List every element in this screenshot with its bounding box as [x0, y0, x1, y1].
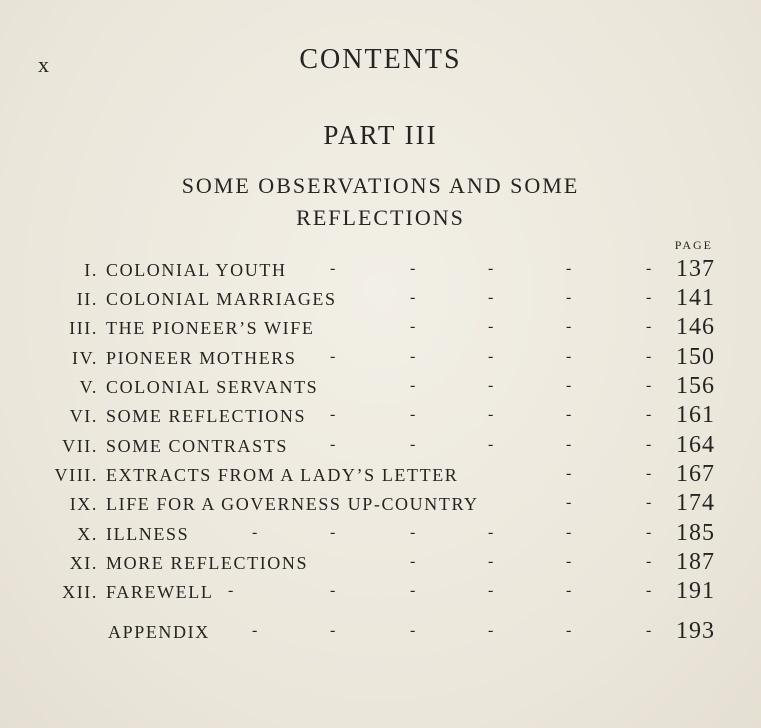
leader-dash: - — [410, 377, 417, 394]
entry-page-number: 185 — [676, 520, 715, 546]
leader-dash: - — [646, 582, 653, 599]
entry-title: FAREWELL — [106, 582, 214, 602]
page-column-label: PAGE — [674, 238, 713, 252]
part-title: PART III — [323, 120, 438, 150]
entry-title: EXTRACTS FROM A LADY’S LETTER — [106, 465, 459, 485]
entry-number: X. — [77, 524, 98, 544]
leader-dash: - — [410, 436, 417, 453]
leader-dash: - — [646, 494, 653, 511]
toc-entry — [0, 285, 761, 314]
leader-dash: - — [566, 494, 573, 511]
entry-number: VI. — [69, 406, 98, 426]
leader-dash: - — [330, 406, 337, 423]
leader-dash: - — [488, 524, 495, 541]
entry-number: VII. — [62, 436, 98, 456]
entry-title: MORE REFLECTIONS — [106, 553, 309, 573]
entry-page-number: 174 — [676, 490, 715, 516]
leader-dash: - — [488, 436, 495, 453]
leader-dash: - — [410, 348, 417, 365]
leader-dash: - — [330, 582, 337, 599]
part-subtitle-line-1: SOME OBSERVATIONS AND SOME — [181, 173, 580, 198]
entry-page-number: 191 — [676, 578, 715, 604]
leader-dash: - — [566, 348, 573, 365]
leader-dash: - — [410, 622, 417, 639]
toc-entry — [0, 432, 761, 461]
entry-title: SOME REFLECTIONS — [106, 406, 307, 426]
entry-title: THE PIONEER’S WIFE — [106, 318, 315, 338]
leader-dash: - — [646, 553, 653, 570]
leader-dash: - — [410, 524, 417, 541]
leader-dash: - — [488, 553, 495, 570]
leader-dash: - — [488, 377, 495, 394]
leader-dash: - — [330, 524, 337, 541]
toc-entry — [0, 618, 761, 647]
toc-entry — [0, 520, 761, 549]
leader-dash: - — [488, 318, 495, 335]
leader-dash: - — [646, 377, 653, 394]
entry-number: IX. — [69, 494, 98, 514]
entry-title: LIFE FOR A GOVERNESS UP-COUNTRY — [106, 494, 479, 514]
leader-dash: - — [646, 406, 653, 423]
part-subtitle-line-2: REFLECTIONS — [296, 205, 465, 230]
leader-dash: - — [228, 582, 235, 599]
toc-entry — [0, 402, 761, 431]
leader-dash: - — [646, 318, 653, 335]
leader-dash: - — [646, 260, 653, 277]
leader-dash: - — [488, 348, 495, 365]
entry-number: IV. — [72, 348, 98, 368]
leader-dash: - — [488, 582, 495, 599]
leader-dash: - — [330, 622, 337, 639]
leader-dash: - — [566, 318, 573, 335]
entry-number: XII. — [62, 582, 98, 602]
leader-dash: - — [330, 260, 337, 277]
part-subtitle — [0, 170, 761, 234]
toc-entry — [0, 549, 761, 578]
leader-dash: - — [410, 289, 417, 306]
entry-page-number: 146 — [676, 314, 715, 340]
leader-dash: - — [410, 260, 417, 277]
running-head: CONTENTS — [299, 44, 462, 75]
entry-title: COLONIAL MARRIAGES — [106, 289, 337, 309]
toc-entry — [0, 344, 761, 373]
leader-dash: - — [566, 465, 573, 482]
entry-number: I. — [84, 260, 98, 280]
leader-dash: - — [488, 289, 495, 306]
leader-dash: - — [566, 582, 573, 599]
entry-number: V. — [79, 377, 98, 397]
leader-dash: - — [410, 582, 417, 599]
entry-page-number: 193 — [676, 618, 715, 644]
entry-number: VIII. — [54, 465, 98, 485]
leader-dash: - — [646, 465, 653, 482]
entry-title: COLONIAL YOUTH — [106, 260, 287, 280]
leader-dash: - — [566, 436, 573, 453]
entry-title: PIONEER MOTHERS — [106, 348, 297, 368]
leader-dash: - — [566, 260, 573, 277]
leader-dash: - — [566, 524, 573, 541]
entry-page-number: 167 — [676, 461, 715, 487]
leader-dash: - — [566, 377, 573, 394]
leader-dash: - — [646, 348, 653, 365]
entry-page-number: 156 — [676, 373, 715, 399]
entry-number: II. — [76, 289, 98, 309]
toc-entry — [0, 373, 761, 402]
leader-dash: - — [646, 524, 653, 541]
toc-entry — [0, 461, 761, 490]
leader-dash: - — [252, 524, 259, 541]
entry-page-number: 161 — [676, 402, 715, 428]
entry-page-number: 137 — [676, 256, 715, 282]
toc-entry — [0, 314, 761, 343]
leader-dash: - — [646, 289, 653, 306]
leader-dash: - — [566, 406, 573, 423]
leader-dash: - — [488, 406, 495, 423]
entry-page-number: 141 — [676, 285, 715, 311]
leader-dash: - — [566, 622, 573, 639]
leader-dash: - — [330, 348, 337, 365]
leader-dash: - — [252, 622, 259, 639]
leader-dash: - — [410, 406, 417, 423]
entry-page-number: 150 — [676, 344, 715, 370]
leader-dash: - — [410, 318, 417, 335]
toc-entry — [0, 490, 761, 519]
leader-dash: - — [566, 553, 573, 570]
entry-title: APPENDIX — [108, 622, 210, 642]
toc-entry — [0, 256, 761, 285]
leader-dash: - — [646, 622, 653, 639]
leader-dash: - — [566, 289, 573, 306]
entry-page-number: 187 — [676, 549, 715, 575]
entry-title: COLONIAL SERVANTS — [106, 377, 319, 397]
entry-page-number: 164 — [676, 432, 715, 458]
entry-number: III. — [69, 318, 98, 338]
folio-roman-numeral: x — [38, 52, 50, 77]
leader-dash: - — [488, 260, 495, 277]
leader-dash: - — [330, 436, 337, 453]
leader-dash: - — [488, 622, 495, 639]
entry-number: XI. — [69, 553, 98, 573]
entry-title: ILLNESS — [106, 524, 190, 544]
toc-entry — [0, 578, 761, 607]
entry-title: SOME CONTRASTS — [106, 436, 288, 456]
leader-dash: - — [410, 553, 417, 570]
leader-dash: - — [646, 436, 653, 453]
